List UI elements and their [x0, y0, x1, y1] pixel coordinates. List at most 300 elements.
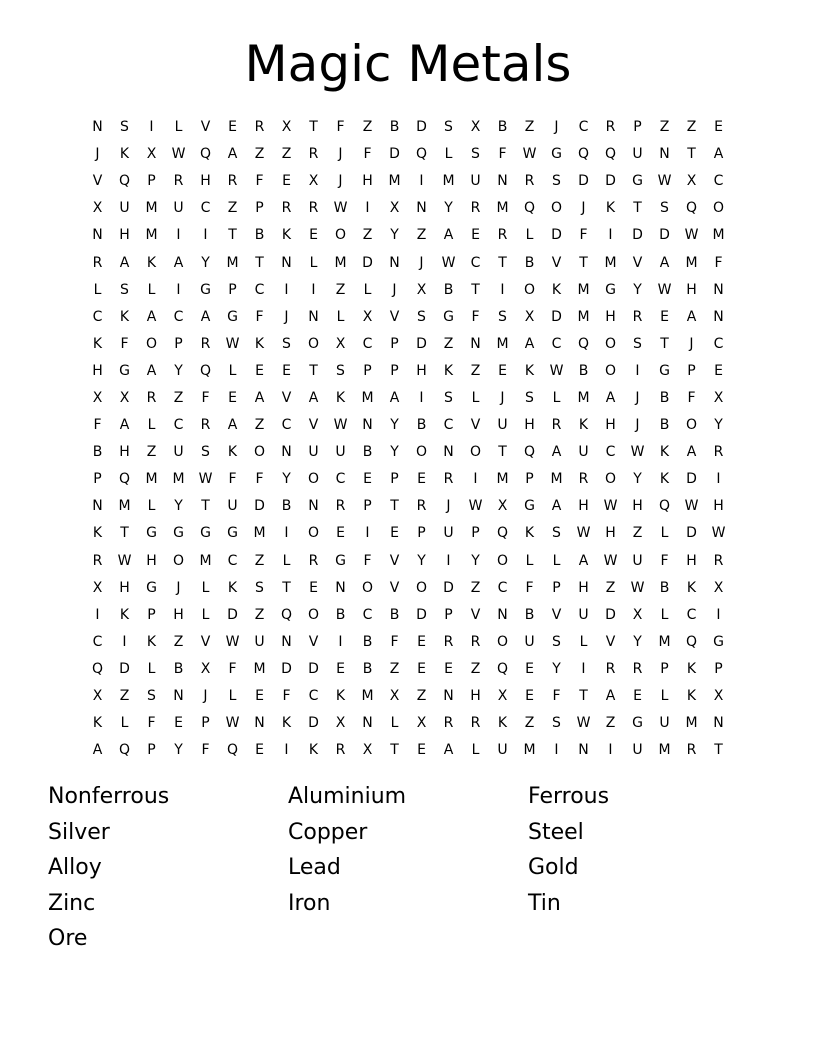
grid-letter: Q: [118, 742, 131, 759]
grid-row: [84, 412, 732, 439]
grid-letter: I: [284, 281, 289, 298]
grid-letter: V: [281, 389, 292, 406]
grid-letter: R: [308, 146, 319, 163]
grid-letter: G: [551, 146, 562, 163]
grid-letter: U: [659, 715, 670, 732]
grid-letter: U: [335, 444, 346, 461]
grid-letter: A: [119, 417, 130, 434]
grid-letter: K: [578, 417, 589, 434]
grid-row: [84, 710, 732, 737]
grid-letter: Z: [524, 119, 535, 136]
grid-letter: F: [390, 633, 399, 650]
grid-letter: P: [390, 362, 399, 379]
grid-letter: Z: [254, 606, 265, 623]
grid-letter: R: [632, 660, 643, 677]
grid-letter: E: [417, 742, 426, 759]
grid-letter: U: [308, 444, 319, 461]
grid-letter: E: [525, 660, 534, 677]
grid-letter: B: [281, 498, 292, 515]
grid-letter: Z: [362, 119, 373, 136]
grid-letter: Z: [470, 579, 481, 596]
grid-letter: Q: [415, 146, 428, 163]
grid-letter: W: [711, 525, 726, 542]
grid-letter: P: [174, 335, 183, 352]
grid-row: [84, 575, 732, 602]
grid-letter: D: [551, 308, 562, 325]
grid-letter: N: [308, 498, 319, 515]
grid-letter: R: [524, 173, 535, 190]
grid-letter: P: [417, 525, 426, 542]
grid-letter: N: [713, 715, 724, 732]
grid-letter: R: [308, 552, 319, 569]
grid-letter: C: [362, 606, 373, 623]
grid-letter: D: [308, 660, 319, 677]
grid-letter: A: [578, 552, 589, 569]
grid-letter: L: [444, 146, 453, 163]
grid-letter: D: [362, 254, 373, 271]
grid-letter: P: [687, 362, 696, 379]
grid-letter: B: [497, 119, 508, 136]
grid-letter: I: [473, 471, 478, 488]
grid-letter: F: [255, 173, 264, 190]
grid-letter: Z: [389, 660, 400, 677]
grid-letter: I: [446, 552, 451, 569]
grid-letter: E: [390, 525, 399, 542]
grid-row: [84, 493, 732, 520]
grid-letter: V: [389, 552, 400, 569]
grid-letter: J: [338, 173, 343, 190]
grid-letter: E: [336, 525, 345, 542]
grid-letter: B: [524, 254, 535, 271]
grid-letter: T: [309, 362, 318, 379]
grid-letter: N: [92, 227, 103, 244]
grid-letter: L: [309, 254, 318, 271]
grid-letter: W: [630, 579, 645, 596]
grid-letter: K: [497, 715, 508, 732]
grid-letter: W: [603, 498, 618, 515]
grid-letter: S: [417, 308, 426, 325]
grid-letter: L: [147, 281, 156, 298]
grid-letter: O: [415, 579, 428, 596]
grid-letter: G: [632, 173, 643, 190]
grid-letter: F: [255, 471, 264, 488]
grid-letter: V: [632, 254, 643, 271]
grid-letter: C: [713, 335, 724, 352]
grid-letter: H: [92, 362, 103, 379]
grid-letter: K: [254, 335, 265, 352]
grid-letter: Q: [91, 660, 104, 677]
grid-letter: K: [146, 633, 157, 650]
grid-letter: L: [147, 498, 156, 515]
word-list-item: Alloy: [48, 855, 102, 880]
grid-letter: I: [176, 281, 181, 298]
grid-letter: W: [225, 335, 240, 352]
grid-row: [84, 629, 732, 656]
grid-row: [84, 439, 732, 466]
grid-letter: Z: [470, 660, 481, 677]
grid-letter: Z: [659, 119, 670, 136]
grid-letter: L: [552, 552, 561, 569]
grid-letter: F: [255, 308, 264, 325]
grid-letter: R: [281, 200, 292, 217]
grid-letter: Z: [173, 389, 184, 406]
word-list: [48, 779, 768, 957]
grid-letter: M: [253, 525, 266, 542]
grid-letter: P: [471, 525, 480, 542]
grid-letter: W: [333, 417, 348, 434]
grid-letter: C: [362, 335, 373, 352]
grid-letter: C: [551, 335, 562, 352]
grid-row: [84, 656, 732, 683]
grid-letter: F: [363, 552, 372, 569]
grid-letter: S: [147, 688, 156, 705]
grid-row: [84, 683, 732, 710]
grid-letter: J: [446, 498, 451, 515]
grid-letter: D: [551, 227, 562, 244]
grid-letter: N: [281, 254, 292, 271]
grid-row: [84, 385, 732, 412]
grid-letter: F: [201, 742, 210, 759]
grid-row: [84, 168, 732, 195]
grid-letter: S: [120, 281, 129, 298]
grid-letter: M: [145, 200, 158, 217]
grid-letter: P: [444, 606, 453, 623]
grid-letter: G: [200, 281, 211, 298]
grid-letter: Q: [199, 146, 212, 163]
grid-letter: A: [92, 742, 103, 759]
grid-letter: R: [578, 471, 589, 488]
grid-letter: V: [308, 633, 319, 650]
grid-letter: N: [92, 119, 103, 136]
grid-letter: R: [227, 173, 238, 190]
grid-letter: F: [336, 119, 345, 136]
grid-letter: N: [713, 281, 724, 298]
grid-letter: E: [309, 579, 318, 596]
grid-letter: L: [201, 606, 210, 623]
grid-letter: X: [416, 281, 427, 298]
grid-letter: C: [605, 444, 616, 461]
grid-letter: R: [443, 471, 454, 488]
grid-letter: M: [172, 471, 185, 488]
grid-letter: R: [254, 119, 265, 136]
grid-letter: K: [119, 606, 130, 623]
grid-letter: T: [255, 254, 264, 271]
grid-letter: W: [576, 715, 591, 732]
grid-letter: Z: [254, 552, 265, 569]
grid-letter: G: [659, 362, 670, 379]
grid-letter: Z: [254, 146, 265, 163]
grid-letter: V: [92, 173, 103, 190]
grid-letter: L: [228, 688, 237, 705]
grid-letter: O: [172, 552, 185, 569]
grid-letter: H: [119, 579, 130, 596]
grid-letter: A: [443, 742, 454, 759]
grid-letter: K: [281, 227, 292, 244]
word-list-item: Ore: [48, 926, 88, 951]
grid-letter: H: [578, 579, 589, 596]
grid-letter: R: [470, 633, 481, 650]
grid-letter: U: [173, 200, 184, 217]
grid-letter: X: [92, 200, 103, 217]
grid-letter: X: [713, 579, 724, 596]
grid-letter: W: [333, 200, 348, 217]
grid-letter: N: [659, 146, 670, 163]
grid-letter: W: [441, 254, 456, 271]
grid-letter: A: [200, 308, 211, 325]
grid-letter: T: [579, 254, 588, 271]
grid-letter: U: [173, 444, 184, 461]
grid-letter: T: [309, 119, 318, 136]
grid-letter: T: [498, 254, 507, 271]
grid-letter: U: [470, 173, 481, 190]
grid-letter: K: [686, 688, 697, 705]
grid-letter: T: [714, 742, 723, 759]
grid-letter: Q: [523, 444, 536, 461]
grid-letter: E: [228, 389, 237, 406]
grid-letter: F: [93, 417, 102, 434]
grid-row: [84, 358, 732, 385]
grid-letter: L: [660, 688, 669, 705]
grid-letter: B: [92, 444, 103, 461]
grid-letter: X: [524, 308, 535, 325]
grid-letter: X: [686, 173, 697, 190]
grid-letter: Z: [362, 227, 373, 244]
grid-letter: K: [659, 444, 670, 461]
grid-letter: G: [227, 308, 238, 325]
grid-letter: W: [117, 552, 132, 569]
grid-letter: N: [308, 308, 319, 325]
grid-letter: R: [497, 227, 508, 244]
grid-letter: D: [254, 498, 265, 515]
grid-letter: Y: [444, 200, 453, 217]
grid-letter: E: [417, 633, 426, 650]
grid-letter: W: [684, 498, 699, 515]
grid-letter: S: [444, 119, 453, 136]
grid-letter: G: [227, 525, 238, 542]
grid-letter: K: [92, 525, 103, 542]
grid-letter: S: [552, 633, 561, 650]
grid-letter: W: [225, 715, 240, 732]
grid-letter: A: [686, 308, 697, 325]
grid-letter: N: [254, 715, 265, 732]
grid-letter: B: [335, 606, 346, 623]
grid-letter: U: [497, 742, 508, 759]
grid-letter: P: [147, 173, 156, 190]
grid-letter: V: [389, 308, 400, 325]
grid-letter: X: [92, 579, 103, 596]
grid-letter: T: [390, 742, 399, 759]
grid-letter: X: [92, 389, 103, 406]
grid-letter: T: [120, 525, 129, 542]
grid-letter: K: [551, 281, 562, 298]
grid-letter: S: [120, 119, 129, 136]
grid-letter: D: [443, 579, 454, 596]
grid-letter: Y: [633, 633, 642, 650]
grid-letter: J: [500, 389, 505, 406]
word-list-item: Steel: [528, 819, 584, 845]
grid-letter: F: [579, 227, 588, 244]
grid-letter: W: [657, 281, 672, 298]
grid-letter: O: [307, 335, 320, 352]
grid-letter: V: [389, 579, 400, 596]
grid-letter: L: [201, 579, 210, 596]
word-list-item: Iron: [288, 890, 331, 916]
grid-letter: F: [228, 660, 237, 677]
grid-letter: I: [284, 525, 289, 542]
grid-letter: L: [579, 633, 588, 650]
grid-letter: R: [443, 715, 454, 732]
grid-letter: G: [119, 362, 130, 379]
grid-letter: H: [362, 173, 373, 190]
grid-letter: K: [605, 200, 616, 217]
grid-letter: J: [635, 417, 640, 434]
grid-letter: U: [578, 606, 589, 623]
word-list-item: Tin: [528, 890, 561, 916]
grid-letter: L: [174, 119, 183, 136]
grid-letter: M: [685, 254, 698, 271]
grid-letter: O: [253, 444, 266, 461]
grid-letter: L: [336, 308, 345, 325]
grid-letter: F: [120, 335, 129, 352]
grid-letter: R: [713, 444, 724, 461]
grid-letter: L: [660, 525, 669, 542]
grid-letter: K: [119, 146, 130, 163]
grid-letter: J: [581, 200, 586, 217]
grid-letter: M: [523, 742, 536, 759]
grid-letter: N: [362, 417, 373, 434]
grid-letter: V: [470, 606, 481, 623]
grid-letter: Y: [282, 471, 291, 488]
grid-letter: Q: [496, 525, 509, 542]
grid-letter: H: [605, 308, 616, 325]
grid-letter: S: [633, 335, 642, 352]
grid-letter: B: [659, 579, 670, 596]
grid-letter: N: [470, 335, 481, 352]
word-search-grid: [84, 114, 732, 764]
grid-letter: C: [281, 417, 292, 434]
grid-letter: R: [416, 498, 427, 515]
grid-letter: J: [392, 281, 397, 298]
grid-letter: N: [389, 254, 400, 271]
grid-letter: M: [577, 389, 590, 406]
grid-letter: P: [93, 471, 102, 488]
grid-row: [84, 141, 732, 168]
grid-letter: U: [632, 146, 643, 163]
grid-letter: M: [496, 471, 509, 488]
grid-letter: V: [308, 417, 319, 434]
grid-letter: Q: [118, 471, 131, 488]
grid-letter: F: [660, 552, 669, 569]
grid-letter: Z: [416, 688, 427, 705]
grid-letter: P: [552, 579, 561, 596]
grid-letter: E: [525, 688, 534, 705]
grid-letter: M: [442, 173, 455, 190]
grid-letter: M: [658, 633, 671, 650]
grid-letter: N: [92, 498, 103, 515]
grid-letter: E: [255, 688, 264, 705]
grid-letter: O: [523, 281, 536, 298]
grid-letter: B: [524, 606, 535, 623]
grid-letter: X: [335, 335, 346, 352]
grid-letter: M: [334, 254, 347, 271]
grid-letter: O: [415, 444, 428, 461]
grid-letter: E: [471, 227, 480, 244]
grid-letter: W: [603, 552, 618, 569]
grid-letter: Q: [685, 633, 698, 650]
grid-letter: C: [200, 200, 211, 217]
grid-letter: V: [200, 633, 211, 650]
grid-letter: X: [362, 742, 373, 759]
grid-letter: Q: [577, 146, 590, 163]
grid-letter: N: [281, 444, 292, 461]
grid-letter: C: [443, 417, 454, 434]
grid-letter: U: [443, 525, 454, 542]
grid-letter: C: [470, 254, 481, 271]
grid-letter: S: [552, 715, 561, 732]
grid-letter: K: [227, 444, 238, 461]
grid-letter: X: [497, 498, 508, 515]
grid-letter: T: [687, 146, 696, 163]
grid-letter: K: [335, 389, 346, 406]
grid-letter: L: [93, 281, 102, 298]
grid-letter: K: [281, 715, 292, 732]
grid-letter: A: [659, 254, 670, 271]
grid-letter: M: [253, 660, 266, 677]
grid-letter: A: [524, 335, 535, 352]
grid-letter: I: [635, 362, 640, 379]
grid-letter: C: [578, 119, 589, 136]
grid-letter: H: [686, 281, 697, 298]
grid-letter: Q: [577, 335, 590, 352]
grid-letter: J: [635, 389, 640, 406]
grid-letter: O: [496, 552, 509, 569]
grid-letter: S: [525, 389, 534, 406]
grid-letter: W: [549, 362, 564, 379]
grid-letter: J: [689, 335, 694, 352]
grid-letter: N: [713, 308, 724, 325]
grid-letter: N: [497, 173, 508, 190]
grid-letter: J: [203, 688, 208, 705]
grid-letter: Z: [173, 633, 184, 650]
grid-letter: Q: [496, 660, 509, 677]
grid-letter: L: [552, 389, 561, 406]
grid-letter: U: [632, 742, 643, 759]
grid-letter: X: [362, 308, 373, 325]
grid-letter: P: [228, 281, 237, 298]
grid-letter: X: [713, 688, 724, 705]
grid-letter: K: [119, 308, 130, 325]
grid-letter: J: [554, 119, 559, 136]
grid-letter: S: [201, 444, 210, 461]
grid-letter: L: [390, 715, 399, 732]
grid-letter: Y: [390, 417, 399, 434]
grid-letter: B: [416, 417, 427, 434]
grid-letter: X: [416, 715, 427, 732]
grid-letter: R: [713, 552, 724, 569]
grid-letter: N: [578, 742, 589, 759]
grid-letter: C: [173, 308, 184, 325]
grid-letter: F: [498, 146, 507, 163]
grid-letter: U: [497, 417, 508, 434]
grid-letter: Z: [281, 146, 292, 163]
word-list-item: Gold: [528, 855, 579, 880]
grid-letter: D: [605, 173, 616, 190]
grid-letter: F: [228, 471, 237, 488]
grid-letter: X: [119, 389, 130, 406]
grid-letter: L: [471, 742, 480, 759]
grid-letter: G: [443, 308, 454, 325]
grid-letter: F: [552, 688, 561, 705]
